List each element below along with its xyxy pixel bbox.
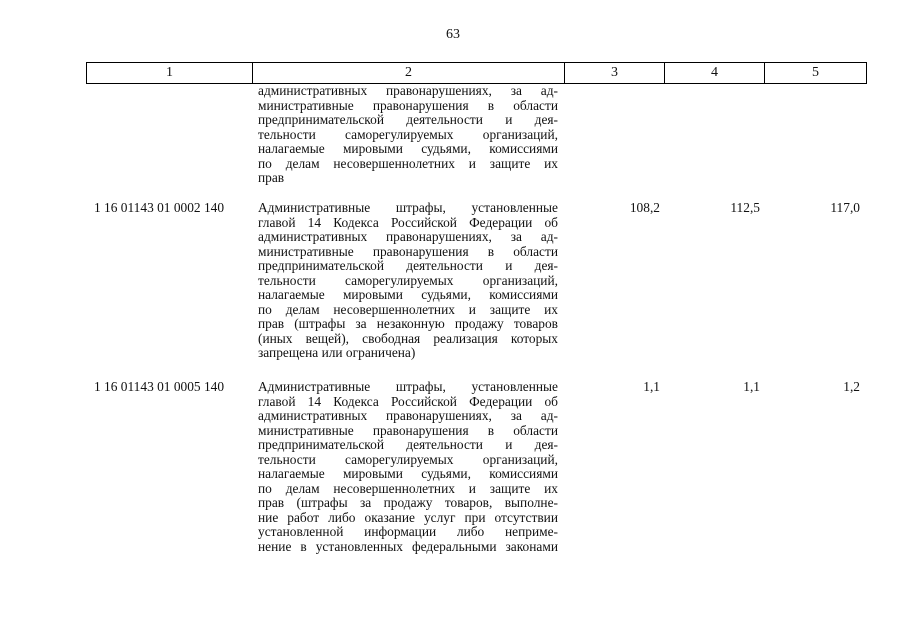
budget-code: 1 16 01143 01 0005 140: [94, 379, 225, 394]
description-line: по делам несовершеннолетних и защите их: [258, 480, 558, 496]
description-line: административных правонарушениях, за ад-: [258, 408, 558, 423]
description-line: тельности саморегулируемых организаций,: [258, 451, 558, 467]
description-line: Административные штрафы, установленные: [258, 200, 558, 215]
description-line: главой 14 Кодекса Российской Федерации об: [258, 393, 558, 409]
column-header-5: 5: [765, 63, 867, 84]
description-line: ние работ либо оказание услуг при отсутствии: [258, 509, 558, 525]
description-line: тельности саморегулируемых организаций,: [258, 126, 558, 142]
page-number: 63: [446, 27, 460, 42]
description-line: нение в установленных федеральными законами: [258, 538, 558, 554]
description-line: (иных вещей), свободная реализация которых: [258, 330, 558, 346]
description-line: административных правонарушениях, за ад-: [258, 229, 558, 244]
description-line: предпринимательской деятельности и дея-: [258, 437, 558, 452]
column-header-table: [86, 62, 867, 84]
description-line: главой 14 Кодекса Российской Федерации об: [258, 214, 558, 230]
description-line: запрещена или ограничена): [258, 345, 416, 360]
value-col3: 108,2: [629, 200, 660, 215]
description-line: налагаемые мировыми судьями, комиссиями: [258, 287, 558, 302]
description-line: Административные штрафы, установленные: [258, 379, 558, 394]
value-col4: 112,5: [730, 200, 760, 215]
description-line: установленной информации либо неприме-: [258, 524, 558, 539]
column-header-3: 3: [565, 63, 665, 84]
description-line: министративные правонарушения в области: [258, 243, 558, 259]
description-line: предпринимательской деятельности и дея-: [258, 112, 558, 127]
row-description: [258, 201, 558, 361]
description-line: прав: [258, 170, 285, 185]
description-line: прав (штрафы за продажу товаров, выполне-: [258, 495, 558, 510]
description-line: министративные правонарушения в области: [258, 422, 558, 438]
description-line: министративные правонарушения в области: [258, 97, 558, 113]
description-line: налагаемые мировыми судьями, комиссиями: [258, 466, 558, 481]
value-col3: 1,1: [643, 379, 660, 394]
description-line: по делам несовершеннолетних и защите их: [258, 155, 558, 171]
value-col4: 1,1: [743, 379, 760, 394]
column-header-4: 4: [665, 63, 765, 84]
description-line: административных правонарушениях, за ад-: [258, 83, 558, 98]
value-col5: 117,0: [830, 200, 860, 215]
description-line: прав (штрафы за незаконную продажу товаров: [258, 316, 558, 331]
description-line: налагаемые мировыми судьями, комиссиями: [258, 141, 558, 156]
continued-row-description: [258, 84, 558, 186]
column-header-1: 1: [87, 63, 253, 84]
description-line: по делам несовершеннолетних и защите их: [258, 301, 558, 317]
budget-code: 1 16 01143 01 0002 140: [94, 200, 225, 215]
row-description: [258, 380, 558, 554]
description-line: предпринимательской деятельности и дея-: [258, 258, 558, 273]
description-line: тельности саморегулируемых организаций,: [258, 272, 558, 288]
column-header-2: 2: [253, 63, 565, 84]
value-col5: 1,2: [843, 379, 860, 394]
column-header-row: [87, 63, 867, 84]
